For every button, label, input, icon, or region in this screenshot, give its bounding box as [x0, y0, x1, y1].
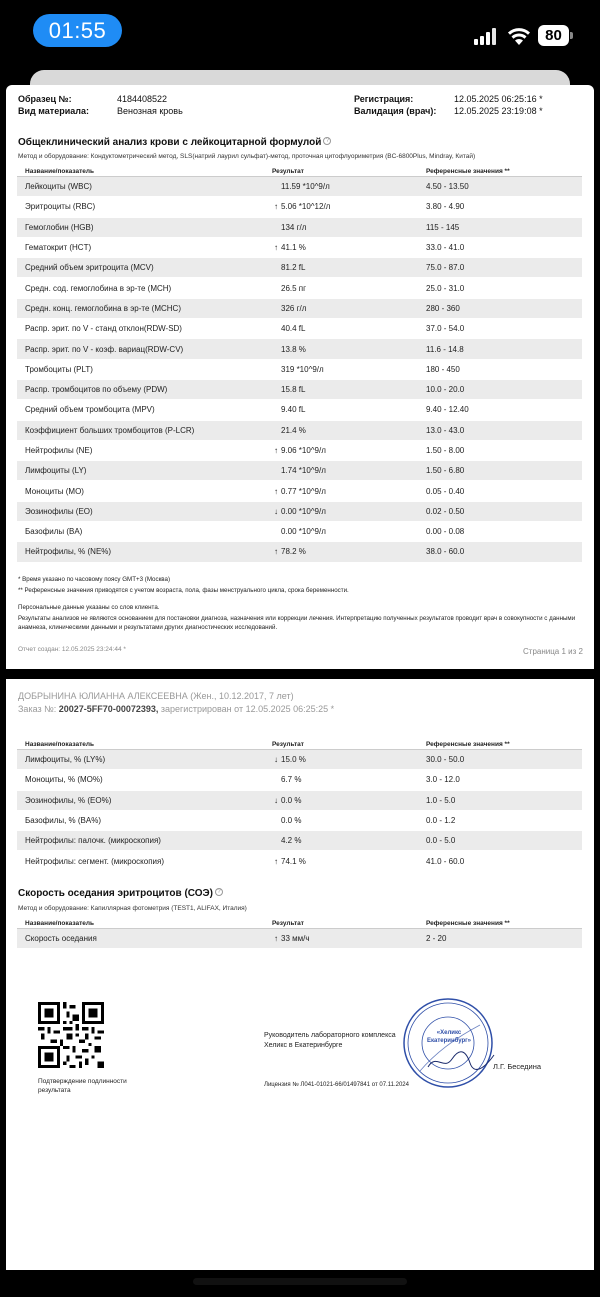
parameter-name: Средний объем эритроцита (MCV)	[25, 263, 154, 273]
esr-title: Скорость оседания эритроцитов (СОЭ) ?	[18, 888, 223, 899]
parameter-name: Распр. эрит. по V - коэф. вариац(RDW-CV)	[25, 344, 184, 354]
reference-range: 11.6 - 14.8	[426, 344, 464, 354]
report-page-2	[6, 679, 594, 1270]
parameter-name: Нейтрофилы: сегмент. (микроскопия)	[25, 856, 164, 866]
table-row	[17, 770, 582, 790]
differential-results-table	[17, 738, 582, 872]
result-cell	[272, 238, 306, 257]
result-cell	[272, 360, 324, 379]
result-cell	[272, 197, 330, 216]
reference-range: 3.80 - 4.90	[426, 202, 465, 212]
reference-range: 1.50 - 8.00	[426, 446, 465, 455]
reference-range: 2 - 20	[426, 934, 447, 944]
column-header: Название/показатель	[25, 168, 95, 175]
table-row	[17, 360, 582, 380]
sample-value: 4184408522	[117, 94, 168, 104]
info-icon[interactable]: ?	[215, 888, 223, 896]
table-row	[17, 502, 582, 522]
result-cell	[272, 177, 330, 196]
column-header: Референсные значения **	[426, 920, 510, 927]
table-row	[17, 278, 582, 298]
arrow-up-icon: ↑	[274, 446, 278, 455]
material-label: Вид материала:	[18, 106, 89, 116]
reference-range: 4.50 - 13.50	[426, 182, 469, 192]
result-value: 326 г/л	[281, 303, 307, 313]
result-value: 6.7 %	[281, 775, 302, 785]
note-timezone: * Время указано по часовому поясу GMT+3 (Москва)	[18, 576, 171, 583]
parameter-name: Базофилы (BA)	[25, 527, 83, 537]
result-value: 4.2 %	[281, 836, 302, 846]
parameter-name: Скорость оседания	[25, 934, 97, 944]
parameter-name: Распр. тромбоцитов по объему (PDW)	[25, 385, 168, 395]
result-value: 15.0 %	[281, 755, 306, 765]
result-cell	[272, 218, 306, 237]
column-header: Референсные значения **	[426, 741, 510, 748]
result-value: 33 мм/ч	[281, 934, 310, 944]
parameter-name: Лейкоциты (WBC)	[25, 182, 92, 192]
esr-method: Метод и оборудование: Капиллярная фотометрия (TEST1, ALIFAX, Италия)	[18, 905, 247, 912]
table-header	[17, 165, 582, 177]
reference-range: 115 - 145	[426, 222, 460, 232]
validation-label: Валидация (врач):	[354, 106, 437, 116]
result-value: 13.8 %	[281, 344, 306, 354]
result-cell	[272, 929, 310, 948]
report-created: Отчет создан: 12.05.2025 23:24:44 *	[18, 646, 126, 653]
battery-tip	[570, 32, 573, 39]
table-row	[17, 339, 582, 359]
table-row	[17, 851, 582, 871]
reference-range: 0.00 - 0.08	[426, 527, 465, 537]
table-header	[17, 738, 582, 750]
arrow-up-icon: ↑	[274, 486, 278, 496]
arrow-up-icon: ↑	[274, 856, 278, 866]
table-header	[17, 917, 582, 929]
reference-range: 33.0 - 41.0	[426, 243, 465, 253]
result-value: 15.8 fL	[281, 385, 306, 395]
result-value: 319 *10^9/л	[281, 364, 324, 374]
sample-label: Образец №:	[18, 94, 72, 104]
patient-info: ДОБРЫНИНА ЮЛИАННА АЛЕКСЕЕВНА (Жен., 10.12.2017, 7 лет)	[18, 691, 294, 701]
result-cell	[272, 481, 326, 500]
signer-name: Л.Г. Беседина	[493, 1062, 542, 1071]
table-row	[17, 481, 582, 501]
signature-role: Руководитель лабораторного комплекса Хеликс в Екатеринбурге	[264, 1032, 396, 1049]
clock-pill[interactable]: 01:55	[33, 14, 122, 47]
column-header: Референсные значения **	[426, 168, 510, 175]
reference-range: 10.0 - 20.0	[426, 385, 465, 395]
arrow-up-icon: ↑	[274, 243, 278, 253]
table-row	[17, 522, 582, 542]
registration-value: 12.05.2025 06:25:16 *	[454, 94, 543, 104]
note-personal-data: Персональные данные указаны со слов клиента.	[18, 604, 160, 611]
parameter-name: Эозинофилы (EO)	[25, 506, 93, 516]
parameter-name: Тромбоциты (PLT)	[25, 364, 93, 374]
wifi-icon	[507, 26, 531, 46]
home-indicator[interactable]	[193, 1278, 407, 1285]
reference-range: 280 - 360	[426, 303, 460, 313]
table-row	[17, 441, 582, 461]
reference-range: 3.0 - 12.0	[426, 775, 460, 785]
validation-value: 12.05.2025 23:19:08 *	[454, 106, 543, 116]
result-value: 0.00 *10^9/л	[281, 506, 326, 516]
parameter-name: Нейтрофилы: палочк. (микроскопия)	[25, 836, 161, 846]
registration-label: Регистрация:	[354, 94, 414, 104]
cellular-signal-icon	[474, 27, 496, 45]
arrow-up-icon: ↑	[274, 202, 278, 212]
table-row	[17, 258, 582, 278]
info-icon[interactable]: ?	[323, 137, 331, 145]
parameter-name: Нейтрофилы, % (NE%)	[25, 547, 112, 557]
arrow-down-icon: ↓	[274, 755, 278, 765]
reference-range: 13.0 - 43.0	[426, 425, 465, 435]
result-cell	[272, 831, 301, 850]
result-value: 1.74 *10^9/л	[281, 466, 326, 476]
parameter-name: Лимфоциты, % (LY%)	[25, 755, 106, 765]
result-cell	[272, 400, 305, 419]
cbc-results-table	[17, 165, 582, 563]
result-cell	[272, 278, 306, 297]
reference-range: 0.0 - 1.2	[426, 816, 456, 826]
parameter-name: Моноциты (MO)	[25, 486, 84, 496]
parameter-name: Базофилы, % (BA%)	[25, 816, 101, 826]
table-row	[17, 831, 582, 851]
parameter-name: Гемоглобин (HGB)	[25, 222, 94, 232]
parameter-name: Моноциты, % (MO%)	[25, 775, 103, 785]
page-number: Страница 1 из 2	[523, 647, 583, 656]
result-cell	[272, 258, 305, 277]
material-value: Венозная кровь	[117, 106, 183, 116]
result-value: 21.4 %	[281, 425, 306, 435]
table-row	[17, 218, 582, 238]
result-cell	[272, 339, 306, 358]
table-row	[17, 238, 582, 258]
result-cell	[272, 380, 305, 399]
parameter-name: Гематокрит (HCT)	[25, 243, 92, 253]
note-disclaimer: Результаты анализов не являются основанием для постановки диагноза, назначения или коррекции лечения. Интерпретацию полученных результатов проводит врач в совокупности с данными анамнеза, клиническими данными и результатами других диагностических исследований.	[18, 615, 576, 631]
result-cell	[272, 299, 306, 318]
result-value: 134 г/л	[281, 222, 307, 232]
result-value: 0.0 %	[281, 816, 302, 826]
stamp-text: «Хеликс Екатеринбург»	[427, 1030, 471, 1044]
order-info: Заказ №: 20027-5FF70-00072393, зарегистрирован от 12.05.2025 06:25:25 *	[18, 704, 335, 714]
reference-range: 75.0 - 87.0	[426, 263, 465, 273]
table-row	[17, 929, 582, 949]
result-cell	[272, 522, 326, 541]
arrow-down-icon: ↓	[274, 795, 278, 805]
table-row	[17, 177, 582, 197]
qr-caption: Подтверждение подлинности результата	[38, 1078, 127, 1094]
reference-range: 0.02 - 0.50	[426, 506, 465, 516]
result-value: 11.59 *10^9/л	[281, 182, 330, 192]
table-row	[17, 197, 582, 217]
result-value: 40.4 fL	[281, 324, 306, 334]
table-row	[17, 811, 582, 831]
result-cell	[272, 750, 306, 769]
result-cell	[272, 461, 326, 480]
reference-range: 1.0 - 5.0	[426, 795, 456, 805]
result-value: 41.1 %	[281, 243, 306, 253]
arrow-up-icon: ↑	[274, 547, 278, 557]
result-value: 0.00 *10^9/л	[281, 527, 326, 537]
result-cell	[272, 811, 301, 830]
arrow-up-icon: ↑	[274, 934, 278, 944]
column-header: Название/показатель	[25, 741, 95, 748]
result-value: 78.2 %	[281, 547, 306, 557]
column-header: Результат	[272, 920, 304, 927]
cbc-title: Общеклинический анализ крови с лейкоцитарной формулой ?	[18, 137, 331, 148]
table-row	[17, 299, 582, 319]
result-value: 9.06 *10^9/л	[281, 446, 326, 455]
report-page-1	[6, 85, 594, 669]
result-cell	[272, 421, 306, 440]
result-cell	[272, 319, 305, 338]
result-cell	[272, 770, 301, 789]
result-cell	[272, 441, 326, 460]
reference-range: 41.0 - 60.0	[426, 856, 465, 866]
license-number: Лицензия № Л041-01021-66/01497841 от 07.11.2024	[264, 1082, 409, 1088]
result-value: 81.2 fL	[281, 263, 306, 273]
reference-range: 180 - 450	[426, 364, 460, 374]
column-header: Название/показатель	[25, 920, 95, 927]
result-value: 9.40 fL	[281, 405, 306, 415]
table-row	[17, 380, 582, 400]
reference-range: 37.0 - 54.0	[426, 324, 465, 334]
table-row	[17, 421, 582, 441]
cbc-method: Метод и оборудование: Кондуктометрический метод, SLS(натрий лаурил сульфат)-метод, проточная цитофлуориметрия (BC-6800Plus, Mindray, Китай)	[18, 153, 476, 160]
parameter-name: Эритроциты (RBC)	[25, 202, 96, 212]
reference-range: 9.40 - 12.40	[426, 405, 469, 415]
table-row	[17, 542, 582, 562]
result-cell	[272, 502, 326, 521]
parameter-name: Нейтрофилы (NE)	[25, 446, 93, 455]
result-value: 74.1 %	[281, 856, 306, 866]
parameter-name: Средний объем тромбоцита (MPV)	[25, 405, 155, 415]
result-value: 0.0 %	[281, 795, 302, 805]
result-cell	[272, 851, 306, 870]
status-bar	[0, 0, 600, 62]
reference-range: 30.0 - 50.0	[426, 755, 465, 765]
parameter-name: Эозинофилы, % (EO%)	[25, 795, 112, 805]
result-cell	[272, 542, 306, 561]
note-reference: ** Референсные значения приводятся с учетом возраста, пола, фазы менструального цикла, срока беременности.	[18, 587, 349, 594]
result-value: 0.77 *10^9/л	[281, 486, 326, 496]
result-cell	[272, 791, 301, 810]
signature-mark	[426, 1049, 496, 1073]
result-value: 26.5 пг	[281, 283, 307, 293]
parameter-name: Распр. эрит. по V - станд отклон(RDW-SD)	[25, 324, 182, 334]
battery-icon: 80	[538, 25, 569, 46]
column-header: Результат	[272, 741, 304, 748]
table-row	[17, 319, 582, 339]
column-header: Результат	[272, 168, 304, 175]
reference-range: 0.0 - 5.0	[426, 836, 456, 846]
parameter-name: Средн. конц. гемоглобина в эр-те (MCHC)	[25, 303, 181, 313]
parameter-name: Средн. сод. гемоглобина в эр-те (MCH)	[25, 283, 172, 293]
reference-range: 38.0 - 60.0	[426, 547, 465, 557]
parameter-name: Лимфоциты (LY)	[25, 466, 87, 476]
result-value: 5.06 *10^12/л	[281, 202, 331, 212]
table-row	[17, 750, 582, 770]
reference-range: 0.05 - 0.40	[426, 486, 465, 496]
parameter-name: Коэффициент больших тромбоцитов (P-LCR)	[25, 425, 195, 435]
reference-range: 1.50 - 6.80	[426, 466, 465, 476]
esr-results-table	[17, 917, 582, 949]
table-row	[17, 461, 582, 481]
reference-range: 25.0 - 31.0	[426, 283, 465, 293]
table-row	[17, 791, 582, 811]
qr-code[interactable]	[38, 1002, 104, 1068]
arrow-down-icon: ↓	[274, 506, 278, 516]
table-row	[17, 400, 582, 420]
